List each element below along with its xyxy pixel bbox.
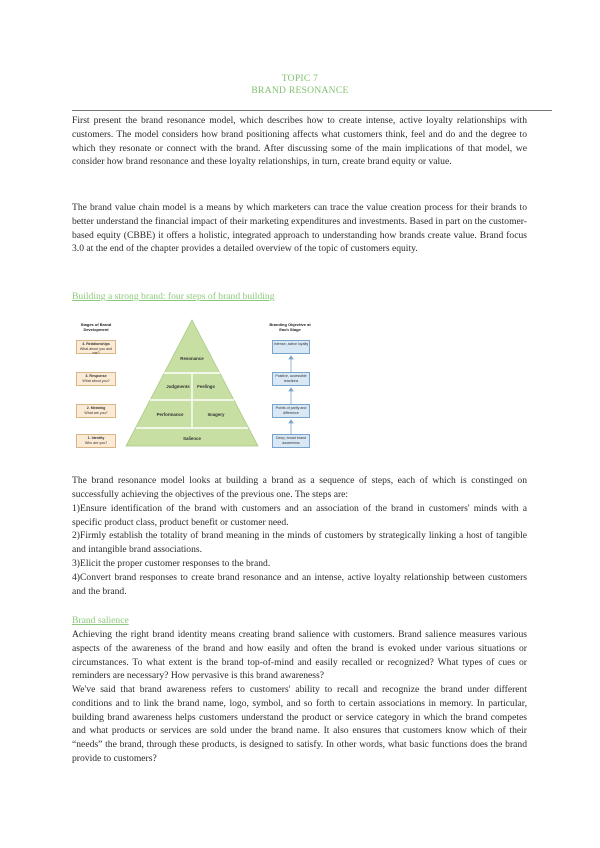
objective-arrows: [288, 354, 294, 436]
pyramid-label-performance: Performance: [156, 412, 184, 417]
resonance-pyramid: [124, 318, 260, 460]
objective-box-awareness: Deep, broad brand awareness: [272, 434, 310, 448]
stage-question: What are you?: [84, 410, 108, 415]
value-chain-paragraph: The brand value chain model is a means by which marketers can trace the value creation process for their brands to better understand the financial impact of their marketing expenditures and investments. Based in part on the customer-based equity (CBBE) it offers a holistic, integrated approach to understanding how brands create value. Brand focus 3.0 at the end of the chapter provides a detailed overview of the topic of customers equity.: [72, 202, 527, 255]
section-heading-building: Building a strong brand: four steps of brand building: [72, 291, 275, 302]
stage-box-relationships: [76, 340, 116, 354]
stage-title: 2. Meaning: [86, 406, 106, 410]
header-divider: [72, 110, 552, 111]
brand-resonance-figure: [72, 318, 312, 460]
steps-intro-paragraph: The brand resonance model looks at building a brand as a sequence of steps, each of which is constinged on successfully achieving the objectives of the previous one. The steps are:: [72, 475, 527, 500]
intro-paragraph: First present the brand resonance model, which describes how to create intense, active loyalty relationships with customers. The model considers how brand positioning affects what customers think, feel and do and the degree to which they resonate or connect with the brand. After discussing some of the main implications of that model, we consider how brand resonance and these loyalty relationships, in turn, create brand equity or value.: [72, 115, 527, 168]
pyramid-label-salience: Salience: [183, 436, 201, 441]
step-item: 1)Ensure identification of the brand with customers and an association of the brand in customers' minds with a specific product class, product benefit or customer need.: [72, 503, 527, 528]
salience-paragraph: Achieving the right brand identity means creating brand salience with customers. Brand salience measures various aspects of the awareness of the brand and how easily and often the brand is evoked under various situations or circumstances. To what extent is the brand top-of-mind and easily recalled or recognized? What types of cues or reminders are necessary? How pervasive is this brand awareness?: [72, 629, 527, 682]
stage-title: 3. Response: [85, 374, 107, 378]
stage-box-response: [76, 372, 116, 386]
pyramid-label-feelings: Feelings: [197, 384, 215, 389]
stage-box-identity: [76, 434, 116, 448]
figure-left-header: Stages of Brand Development: [80, 322, 112, 332]
stage-question: What about you and me?: [79, 346, 113, 355]
step-item: 2)Firmly establish the totality of brand meaning in the minds of customers by strategically linking a host of tangible and intangible brand associations.: [72, 530, 527, 555]
objective-box-loyalty: Intense, active loyalty: [272, 340, 310, 354]
step-item: 4)Convert brand responses to create brand resonance and an intense, active loyalty relationship between customers and the brand.: [72, 572, 527, 597]
pyramid-label-resonance: Resonance: [180, 356, 204, 361]
topic-header: [0, 73, 600, 97]
stage-title: 1. Identity: [87, 436, 105, 440]
objective-box-reactions: Positive, accessible reactions: [272, 372, 310, 386]
section-heading-salience: Brand salience: [72, 615, 129, 626]
pyramid-label-imagery: Imagery: [207, 412, 225, 417]
stage-question: What about you?: [82, 378, 110, 383]
topic-title: BRAND RESONANCE: [251, 86, 349, 96]
step-item: 3)Elicit the proper customer responses to the brand.: [72, 558, 271, 569]
stage-box-meaning: [76, 404, 116, 418]
stage-title: 4. Relationships: [82, 342, 110, 346]
stage-question: Who are you?: [84, 440, 108, 445]
pyramid-label-judgments: Judgments: [166, 384, 190, 389]
objective-box-parity: Points of parity and difference: [272, 404, 310, 418]
topic-number: TOPIC 7: [281, 74, 319, 84]
figure-right-header: Branding Objective at Each Stage: [269, 322, 311, 332]
awareness-paragraph: We've said that brand awareness refers to customers' ability to recall and recognize the brand under different conditions and to link the brand name, logo, symbol, and so forth to certain associations in memory. In particular, building brand awareness helps customers understand the product or service category in which the brand competes and what products or services are sold under the brand name. It also ensures that customers know which of their “needs” the brand, through these products, is designed to satisfy. In other words, what basic functions does the brand provide to customers?: [72, 684, 527, 764]
